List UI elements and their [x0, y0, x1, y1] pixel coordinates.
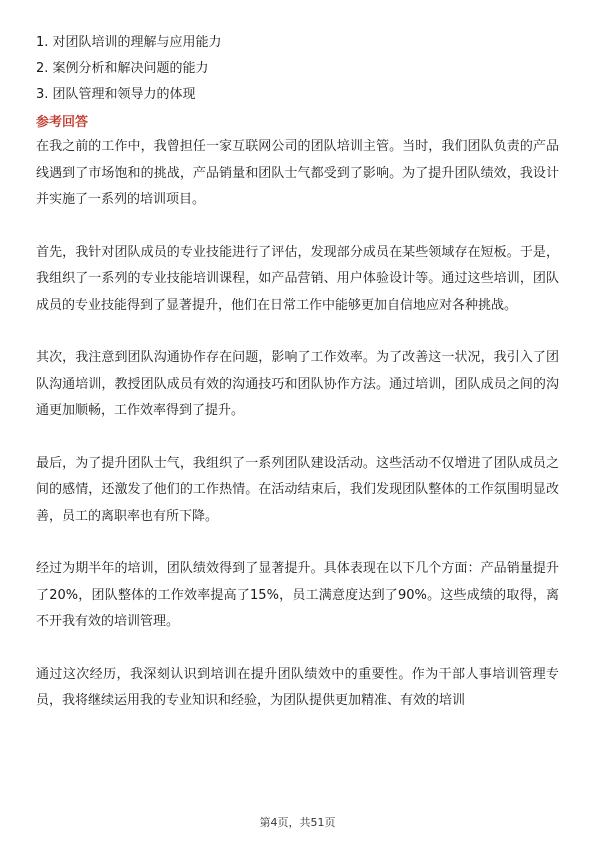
answer-paragraph-1: 在我之前的工作中，我曾担任一家互联网公司的团队培训主管。当时，我们团队负责的产品线遇到了市场饱和的挑战，产品销量和团队士气都受到了影响。为了提升团队绩效，我设计并实施了一系列的培训项目。: [36, 139, 559, 207]
evaluation-point-1: 1. 对团队培训的理解与应用能力: [36, 35, 222, 50]
page-number-footer: 第4页，共51页: [259, 816, 336, 829]
answer-paragraph-3: 其次，我注意到团队沟通协作存在问题，影响了工作效率。为了改善这一状况，我引入了团队沟通培训，教授团队成员有效的沟通技巧和团队协作方法。通过培训，团队成员之间的沟通更加顺畅，工作效率得到了提升。: [36, 350, 559, 418]
answer-paragraph-4: 最后，为了提升团队士气，我组织了一系列团队建设活动。这些活动不仅增进了团队成员之间的感情，还激发了他们的工作热情。在活动结束后，我们发现团队整体的工作氛围明显改善，员工的离职率也有所下降。: [36, 455, 559, 524]
reference-answer-heading: 参考回答: [36, 115, 89, 130]
evaluation-point-2: 2. 案例分析和解决问题的能力: [36, 61, 209, 76]
answer-paragraph-2: 首先，我针对团队成员的专业技能进行了评估，发现部分成员在某些领域存在短板。于是，我组织了一系列的专业技能培训课程，如产品营销、用户体验设计等。通过这些培训，团队成员的专业技能得到了显著提升，他们在日常工作中能够更加自信地应对各种挑战。: [36, 244, 559, 313]
answer-paragraph-5: 经过为期半年的培训，团队绩效得到了显著提升。具体表现在以下几个方面：产品销量提升了20%，团队整体的工作效率提高了15%，员工满意度达到了90%。这些成绩的取得，离不开我有效的培训管理。: [36, 561, 559, 629]
document-page: [36, 30, 559, 715]
answer-paragraph-6: 通过这次经历，我深刻认识到培训在提升团队绩效中的重要性。作为干部人事培训管理专员，我将继续运用我的专业知识和经验，为团队提供更加精准、有效的培训: [36, 666, 559, 708]
evaluation-point-3: 3. 团队管理和领导力的体现: [36, 87, 196, 102]
